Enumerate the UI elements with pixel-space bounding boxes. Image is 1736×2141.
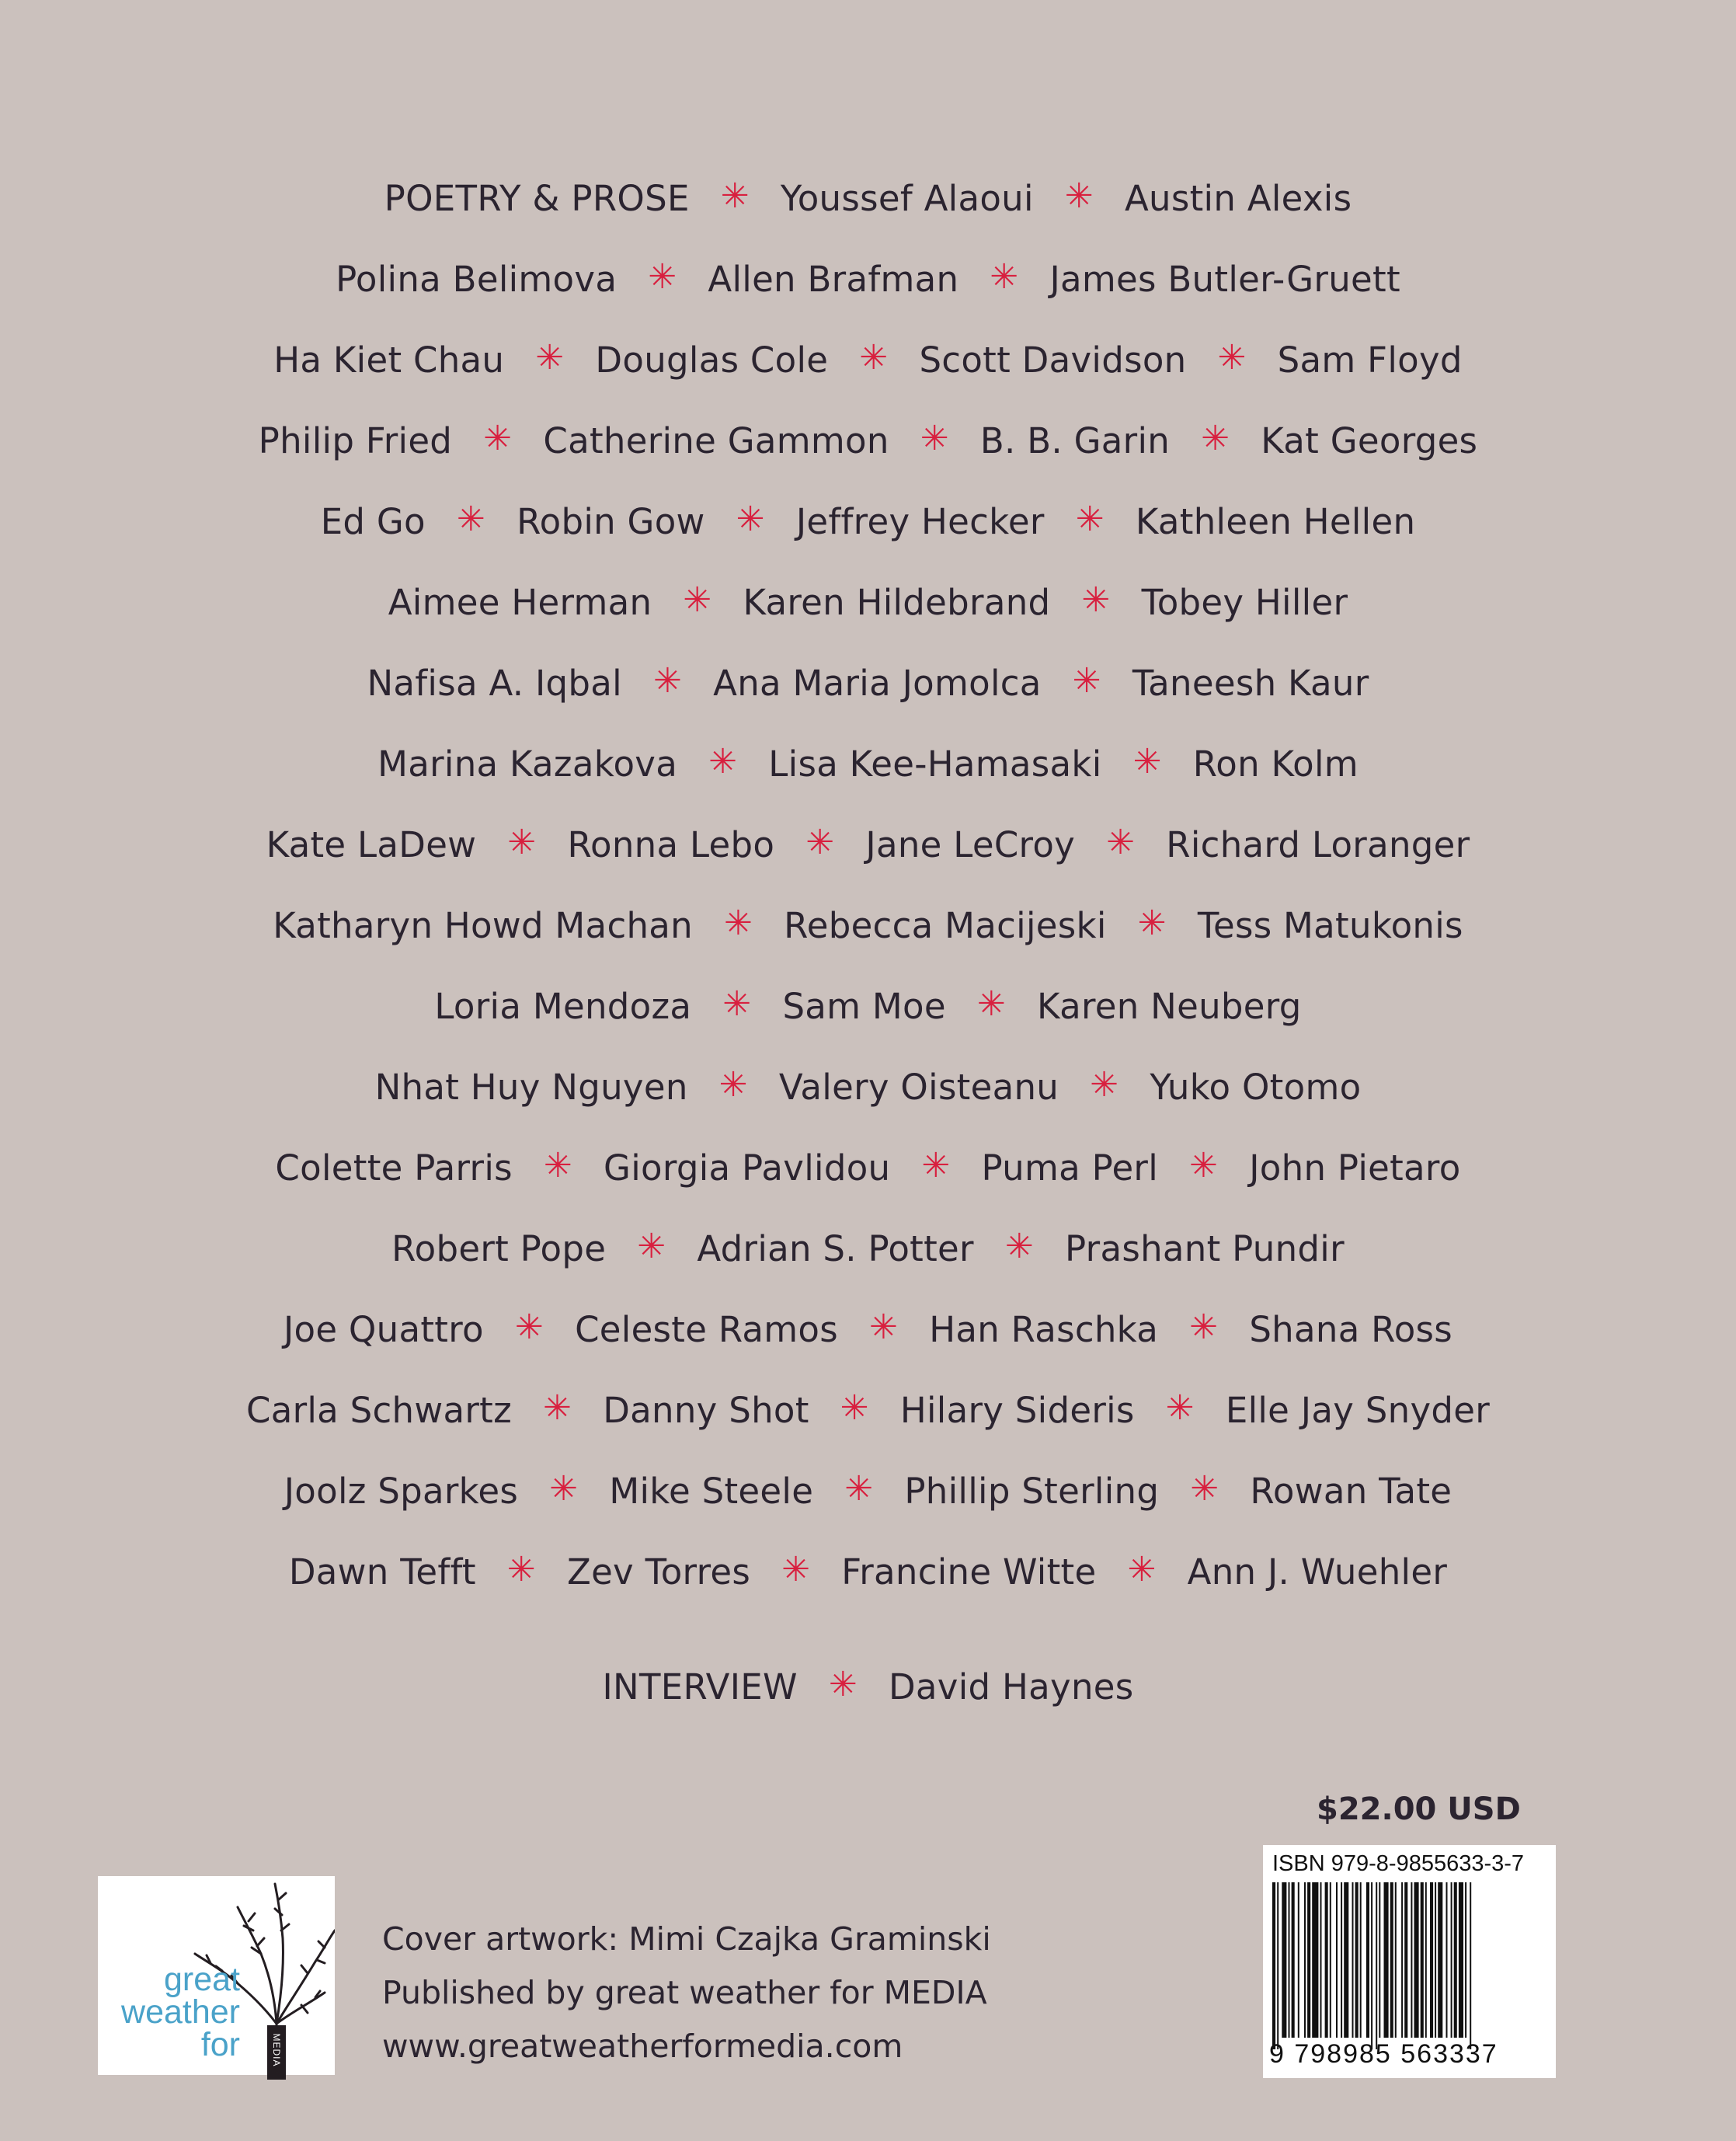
barcode-bar [1459,1882,1463,2038]
separator-asterisk-icon: ✳ [1004,1227,1035,1266]
contributor-name: Valery Oisteanu [778,1066,1059,1108]
barcode-bar [1470,1882,1471,2049]
barcode-bar [1401,1882,1403,2038]
contributor-name: Ann J. Wuehler [1187,1551,1448,1593]
barcode-bar [1352,1882,1354,2038]
barcode-bar [1438,1882,1442,2038]
contributor-name: Giorgia Pavlidou [604,1147,891,1189]
contributor-name: Zev Torres [566,1551,751,1593]
barcode-bar [1446,1882,1448,2038]
logo-wordmark [98,1963,240,2061]
contributor-row [0,238,1736,319]
contributor-name: Lisa Kee-Hamasaki [768,743,1102,785]
separator-asterisk-icon: ✳ [1189,1146,1219,1185]
contributor-name: Loria Mendoza [434,985,692,1027]
separator-asterisk-icon: ✳ [683,580,712,620]
website-url: www.greatweatherformedia.com [382,2028,903,2065]
barcode-bar [1344,1882,1348,2038]
contributor-name: Richard Loranger [1166,823,1470,865]
contributor-name: Austin Alexis [1124,177,1352,219]
publisher-credit: Published by great weather for MEDIA [382,1974,987,2011]
contributor-name: Kate LaDew [266,823,477,865]
contributor-name: Polina Belimova [336,258,618,300]
barcode-bar [1360,1882,1362,2038]
contributor-name: Robert Pope [391,1227,607,1269]
separator-asterisk-icon: ✳ [724,903,753,943]
barcode-bar [1371,1882,1372,2049]
separator-asterisk-icon: ✳ [844,1469,874,1509]
barcode-bar [1307,1882,1310,2038]
contributor-row [0,804,1736,885]
separator-asterisk-icon: ✳ [828,1665,858,1704]
isbn-label: ISBN 979-8-9855633-3-7 [1272,1851,1525,1876]
barcode-bar [1465,1882,1466,2038]
separator-asterisk-icon: ✳ [1064,176,1094,216]
contributor-name: Phillip Sterling [904,1470,1160,1512]
barcode-bar [1454,1882,1457,2038]
interview-line [0,1646,1736,1727]
contributor-row [0,158,1736,238]
barcode-bar [1376,1882,1377,2049]
separator-asterisk-icon: ✳ [722,984,752,1024]
interview-label: INTERVIEW [602,1666,798,1708]
contributor-name: Tess Matukonis [1197,904,1463,946]
contributor-row [0,1208,1736,1289]
contributor-name: Nafisa A. Iqbal [367,662,622,704]
logo-media-tag [267,2025,286,2080]
contributor-name: Puma Perl [981,1147,1159,1189]
barcode-bar [1282,1882,1286,2038]
contributor-name: Han Raschka [929,1308,1159,1350]
separator-asterisk-icon: ✳ [1190,1469,1219,1509]
contributor-name: Shana Ross [1249,1308,1453,1350]
separator-asterisk-icon: ✳ [1165,1388,1195,1428]
contributor-name: Marina Kazakova [377,743,678,785]
contributor-name: Kathleen Hellen [1135,500,1416,542]
barcode-bar [1421,1882,1424,2038]
separator-asterisk-icon: ✳ [637,1227,666,1266]
contributor-row [0,1289,1736,1370]
contributor-name: Mike Steele [609,1470,814,1512]
contributor-name: Catherine Gammon [543,419,889,461]
barcode-bar [1435,1882,1436,2038]
contributor-name: Danny Shot [603,1389,809,1431]
contributor-name: Yuko Otomo [1150,1066,1362,1108]
separator-asterisk-icon: ✳ [1217,338,1247,378]
separator-asterisk-icon: ✳ [543,1146,573,1185]
contributor-row [0,562,1736,642]
logo-line-great: great [163,1961,240,1998]
contributor-name: Ha Kiet Chau [273,339,505,381]
barcode-bar [1298,1882,1299,2038]
contributor-name: Hilary Sideris [899,1389,1135,1431]
separator-asterisk-icon: ✳ [1075,500,1105,539]
separator-asterisk-icon: ✳ [1201,419,1230,458]
contributor-name: Colette Parris [275,1147,513,1189]
separator-asterisk-icon: ✳ [720,176,750,216]
separator-asterisk-icon: ✳ [1132,742,1162,782]
contributor-name: Jeffrey Hecker [795,500,1045,542]
separator-asterisk-icon: ✳ [869,1307,899,1347]
contributor-row [0,1531,1736,1612]
contributor-row [0,1370,1736,1450]
contributor-row [0,966,1736,1046]
separator-asterisk-icon: ✳ [456,500,486,539]
barcode-bar [1289,1882,1290,2038]
barcode-bar [1425,1882,1427,2038]
contributor-name: Robin Gow [517,500,705,542]
cover-artwork-credit: Cover artwork: Mimi Czajka Graminski [382,1920,991,1958]
separator-asterisk-icon: ✳ [507,823,537,862]
contributor-row [0,319,1736,400]
barcode-bar [1390,1882,1393,2038]
separator-asterisk-icon: ✳ [1090,1065,1119,1105]
contributor-name: Taneesh Kaur [1132,662,1369,704]
section-label: POETRY & PROSE [384,177,690,219]
separator-asterisk-icon: ✳ [1081,580,1111,620]
barcode-bar [1414,1882,1419,2038]
contributor-name: Karen Hildebrand [743,581,1051,623]
logo-line-for: for [200,2026,240,2063]
barcode-bar [1272,1882,1275,2049]
barcode-bar [1320,1882,1322,2038]
publisher-logo [98,1876,335,2075]
contributor-name: Katharyn Howd Machan [273,904,693,946]
contributor-name: Prashant Pundir [1065,1227,1345,1269]
separator-asterisk-icon: ✳ [840,1388,869,1428]
contributor-name: Francine Witte [841,1551,1097,1593]
contributor-name: Scott Davidson [919,339,1187,381]
separator-asterisk-icon: ✳ [781,1550,811,1589]
separator-asterisk-icon: ✳ [920,419,949,458]
contributor-row [0,400,1736,481]
contributor-name: B. B. Garin [979,419,1171,461]
contributor-name: Aimee Herman [388,581,652,623]
separator-asterisk-icon: ✳ [648,257,677,297]
separator-asterisk-icon: ✳ [805,823,835,862]
separator-asterisk-icon: ✳ [1137,903,1167,943]
price-label: $22.00 USD [1317,1791,1521,1827]
contributor-name: James Butler-Gruett [1049,258,1400,300]
contributor-name: Youssef Alaoui [780,177,1034,219]
separator-asterisk-icon: ✳ [483,419,513,458]
separator-asterisk-icon: ✳ [990,257,1019,297]
contributor-name: Joolz Sparkes [284,1470,519,1512]
separator-asterisk-icon: ✳ [514,1307,544,1347]
separator-asterisk-icon: ✳ [506,1550,536,1589]
contributor-name: Elle Jay Snyder [1225,1389,1491,1431]
separator-asterisk-icon: ✳ [1106,823,1136,862]
contributor-row [0,1046,1736,1127]
barcode-bar [1366,1882,1369,2038]
barcode-bar [1355,1882,1359,2038]
barcode-bar [1292,1882,1295,2038]
contributor-row [0,481,1736,562]
contributor-name: Tobey Hiller [1141,581,1348,623]
separator-asterisk-icon: ✳ [549,1469,579,1509]
separator-asterisk-icon: ✳ [859,338,889,378]
contributor-name: Dawn Tefft [288,1551,476,1593]
contributor-name: Rebecca Macijeski [784,904,1107,946]
contributor-name: Sam Floyd [1277,339,1463,381]
separator-asterisk-icon: ✳ [976,984,1007,1024]
contributor-name: Ed Go [320,500,426,542]
barcode-bar [1430,1882,1433,2038]
barcode-bar [1341,1882,1342,2038]
contributor-row [0,1450,1736,1531]
barcode-bar [1330,1882,1331,2038]
barcode-bar [1379,1882,1380,2038]
credits-block [382,1913,991,2073]
barcode-bar [1451,1882,1452,2038]
barcode-bar [1312,1882,1318,2038]
contributor-row [0,723,1736,804]
separator-asterisk-icon: ✳ [736,500,765,539]
contributor-name: Celeste Ramos [575,1308,839,1350]
contributor-name: Rowan Tate [1250,1470,1452,1512]
separator-asterisk-icon: ✳ [1127,1550,1157,1589]
contributor-name: Joe Quattro [283,1308,484,1350]
contributor-name: Philip Fried [258,419,453,461]
contributor-name: Carla Schwartz [245,1389,513,1431]
isbn-barcode [1263,1845,1556,2078]
logo-line-weather: weather [121,1993,240,2031]
contributor-row [0,1127,1736,1208]
separator-asterisk-icon: ✳ [1189,1307,1219,1347]
interview-name: David Haynes [888,1666,1134,1708]
barcode-bar [1325,1882,1328,2038]
separator-asterisk-icon: ✳ [543,1388,572,1428]
separator-asterisk-icon: ✳ [708,742,738,782]
contributor-name: Adrian S. Potter [697,1227,974,1269]
barcode-bar [1411,1882,1412,2038]
barcode-bar [1384,1882,1389,2038]
barcode-bar [1395,1882,1397,2038]
contributor-row [0,885,1736,966]
separator-asterisk-icon: ✳ [535,338,565,378]
contributor-name: Nhat Huy Nguyen [374,1066,688,1108]
barcode-digits: 9 798985 563337 [1269,2039,1498,2069]
contributor-name: Ana Maria Jomolca [713,662,1042,704]
contributor-name: John Pietaro [1249,1147,1461,1189]
separator-asterisk-icon: ✳ [921,1146,951,1185]
barcode-bar [1404,1882,1407,2038]
barcode-bar [1277,1882,1279,2049]
separator-asterisk-icon: ✳ [718,1065,748,1105]
contributor-name: Sam Moe [782,985,946,1027]
barcode-bar [1304,1882,1306,2038]
separator-asterisk-icon: ✳ [652,661,683,701]
separator-asterisk-icon: ✳ [1072,661,1101,701]
contributor-row [0,642,1736,723]
contributor-name: Jane LeCroy [865,823,1076,865]
contributor-name: Douglas Cole [595,339,829,381]
logo-media-text: MEDIA [271,2033,282,2067]
contributor-name: Ronna Lebo [567,823,775,865]
contributor-name: Kat Georges [1261,419,1478,461]
contributor-list [0,158,1736,1612]
contributor-name: Ron Kolm [1192,743,1359,785]
contributor-name: Allen Brafman [708,258,959,300]
barcode-bar [1336,1882,1338,2038]
contributor-name: Karen Neuberg [1037,985,1302,1027]
